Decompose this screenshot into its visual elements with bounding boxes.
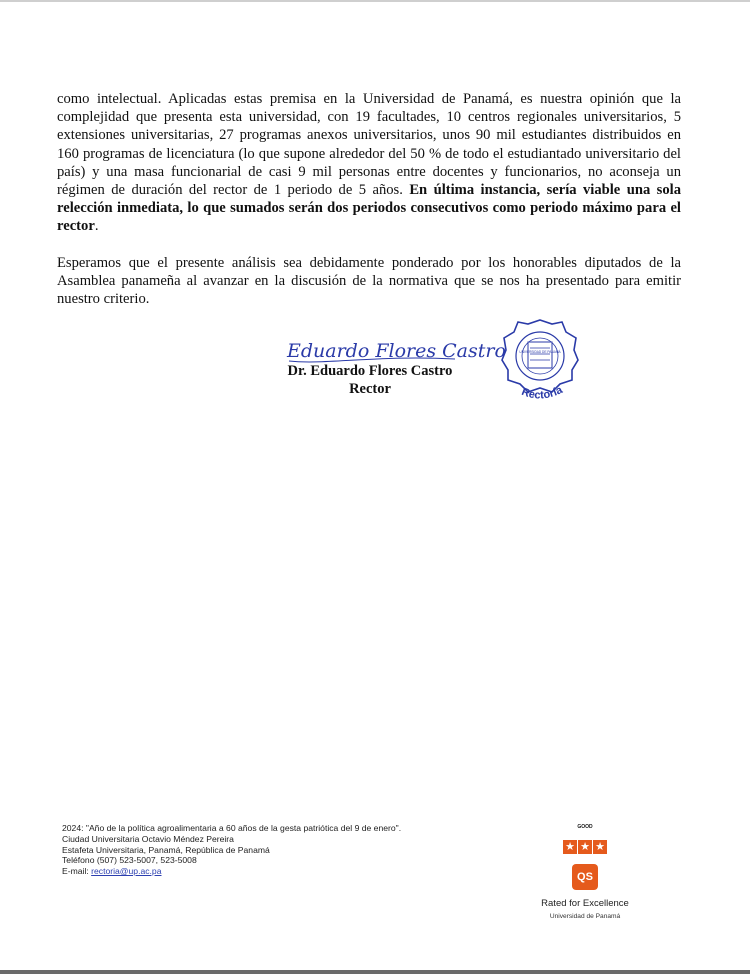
qs-university-text: Universidad de Panamá — [549, 913, 621, 920]
paragraph-1-bold: En última instancia, sería viable una sola relección inmediata, lo que sumados serán dos periodos consecutivos como periodo máximo para el rector — [57, 182, 681, 235]
bottom-rule — [0, 970, 750, 974]
footer-campus: Ciudad Universitaria Octavio Méndez Pereira — [62, 833, 234, 844]
signature-script: Eduardo Flores Castro — [287, 340, 506, 362]
qs-logo-icon: QS — [572, 864, 598, 890]
footer-email-label: E-mail: — [62, 866, 92, 877]
paragraph-1 — [57, 90, 681, 236]
letter-body — [57, 90, 681, 326]
star-icon: ★ — [593, 840, 607, 854]
signatory-name: Dr. Eduardo Flores Castro — [287, 363, 453, 379]
footer-motto: 2024: "Año de la política agroalimentaria a 60 años de la gesta patriótica del 9 de enero". — [62, 823, 402, 833]
qs-rating-badge — [535, 822, 635, 927]
qs-rated-text: Rated for Excellence — [541, 898, 629, 909]
qs-stars — [563, 840, 607, 854]
footer-phone: Teléfono (507) 523-5007, 523-5008 — [62, 855, 197, 866]
star-icon: ★ — [578, 840, 592, 854]
seal-inner-text: UNIVERSIDAD DE PANAMÁ — [519, 350, 561, 354]
paragraph-1-text: como intelectual. Aplicadas estas premisa en la Universidad de Panamá, es nuestra opinión que la complejidad que presenta esta universidad, con 19 facultades, 10 centros regionales universitarios, 5 extensiones universitarias, 27 programas anexos universitarios, unos 90 mil estudiantes distribuidos en 160 programas de licenciatura (lo que supone alrededor del 50 % de todo el estudiantado universitario del país) y una masa funcionarial de casi 9 mil personas entre docentes y funcionarios, no aconseja un régimen de duración del rector de 1 periodo de 5 años. — [57, 91, 681, 199]
footer-address: Estafeta Universitaria, Panamá, República de Panamá — [62, 844, 270, 855]
paragraph-2: Esperamos que el presente análisis sea debidamente ponderado por los honorables diputados de la Asamblea panameña al avanzar en la discusión de la normativa que se nos ha presentado para emitir nuestro criterio. — [57, 254, 681, 308]
rectoria-seal-icon — [500, 318, 580, 406]
signatory-title: Rector — [349, 381, 391, 397]
top-rule — [0, 0, 750, 2]
letterhead-footer — [62, 823, 482, 877]
seal-label: Rectoría — [519, 384, 565, 402]
footer-email-line — [62, 866, 482, 877]
signature-block — [255, 335, 506, 405]
qs-rating-label: GOOD — [577, 824, 593, 830]
paragraph-1-end: . — [94, 218, 99, 235]
email-link[interactable]: rectoria@up.ac.pa — [91, 866, 162, 877]
star-icon: ★ — [563, 840, 577, 854]
